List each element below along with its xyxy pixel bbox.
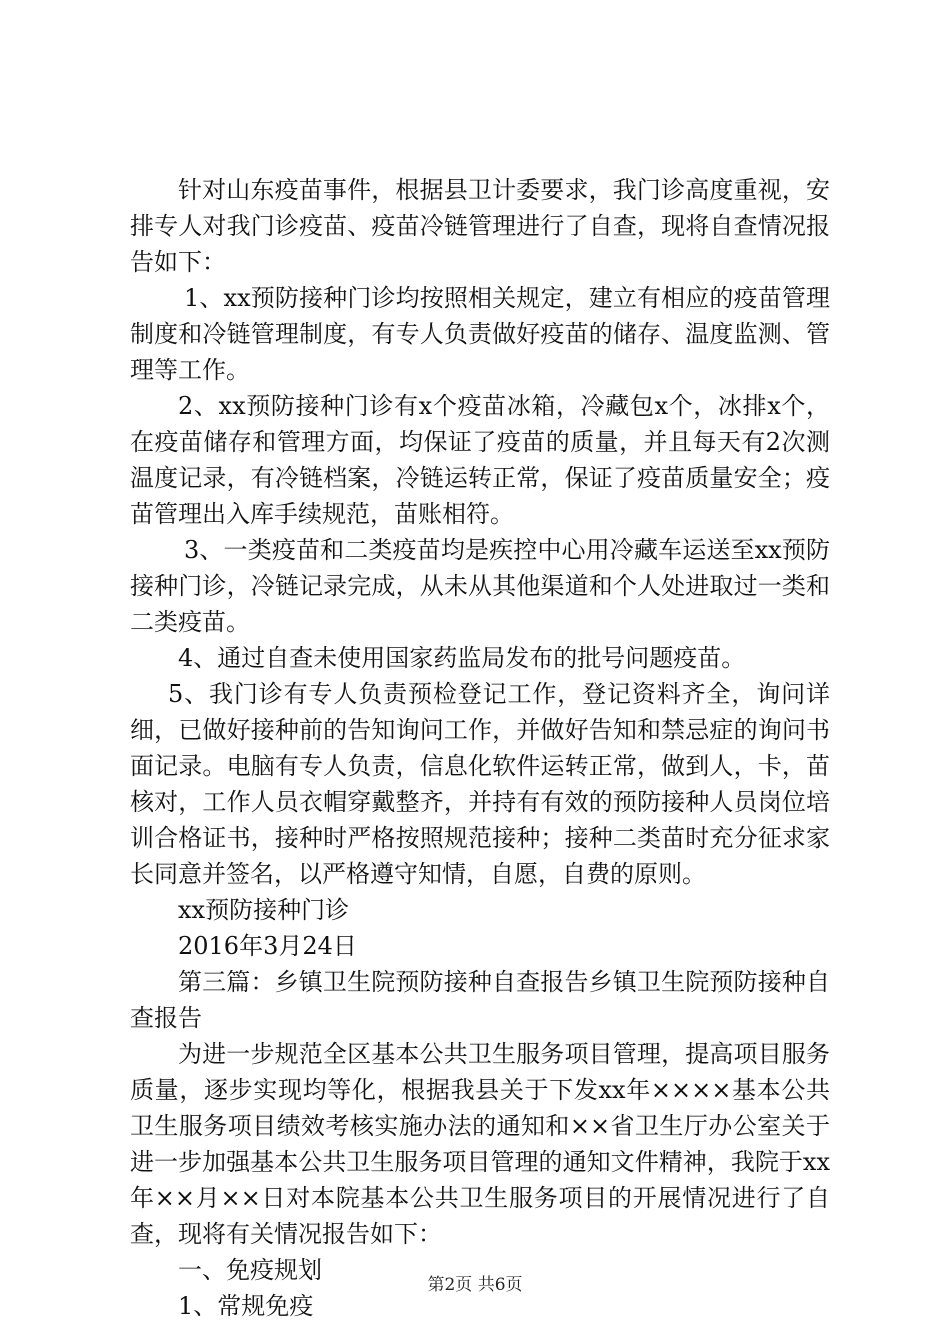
heading-immunization-plan: 一、免疫规划 — [178, 1256, 322, 1284]
signature-date: 2016年3月24日 — [178, 932, 357, 960]
paragraph-item-3: 3、一类疫苗和二类疫苗均是疾控中心用冷藏车运送至xx预防接种门诊，冷链记录完成，从未从其他渠道和个人处进取过一类和二类疫苗。 — [130, 536, 830, 636]
signature-organization: xx预防接种门诊 — [178, 896, 350, 924]
document-body — [130, 172, 830, 1324]
paragraph-item-1: 1、xx预防接种门诊均按照相关规定，建立有相应的疫苗管理制度和冷链管理制度，有专人负责做好疫苗的储存、温度监测、管理等工作。 — [130, 284, 830, 384]
paragraph-item-2: 2、xx预防接种门诊有x个疫苗冰箱，冷藏包x个，冰排x个，在疫苗储存和管理方面，均保证了疫苗的质量，并且每天有2次测温度记录，有冷链档案，冷链运转正常，保证了疫苗质量安全；疫苗管理出入库手续规范，苗账相符。 — [130, 392, 830, 528]
paragraph-part-three-intro: 为进一步规范全区基本公共卫生服务项目管理，提高项目服务质量，逐步实现均等化，根据我县关于下发xx年××××基本公共卫生服务项目绩效考核实施办法的通知和××省卫生厅办公室关于进一步加强基本公共卫生服务项目管理的通知文件精神，我院于xx年××月××日对本院基本公共卫生服务项目的开展情况进行了自查，现将有关情况报告如下： — [130, 1040, 830, 1248]
subheading-routine-immunization: 1、常规免疫 — [178, 1292, 314, 1320]
section-heading-part-three: 第三篇：乡镇卫生院预防接种自查报告乡镇卫生院预防接种自查报告 — [130, 968, 830, 1032]
page-number-footer: 第2页 共6页 — [427, 1275, 523, 1295]
paragraph-item-4: 4、通过自查未使用国家药监局发布的批号问题疫苗。 — [178, 644, 746, 672]
paragraph-intro: 针对山东疫苗事件，根据县卫计委要求，我门诊高度重视，安排专人对我门诊疫苗、疫苗冷链管理进行了自查，现将自查情况报告如下： — [130, 176, 830, 276]
paragraph-item-5: 5、我门诊有专人负责预检登记工作，登记资料齐全，询问详细，已做好接种前的告知询问工作，并做好告知和禁忌症的询问书面记录。电脑有专人负责，信息化软件运转正常，做到人，卡，苗核对，工作人员衣帽穿戴整齐，并持有有效的预防接种人员岗位培训合格证书，接种时严格按照规范接种；接种二类苗时充分征求家长同意并签名，以严格遵守知情，自愿，自费的原则。 — [130, 680, 830, 888]
